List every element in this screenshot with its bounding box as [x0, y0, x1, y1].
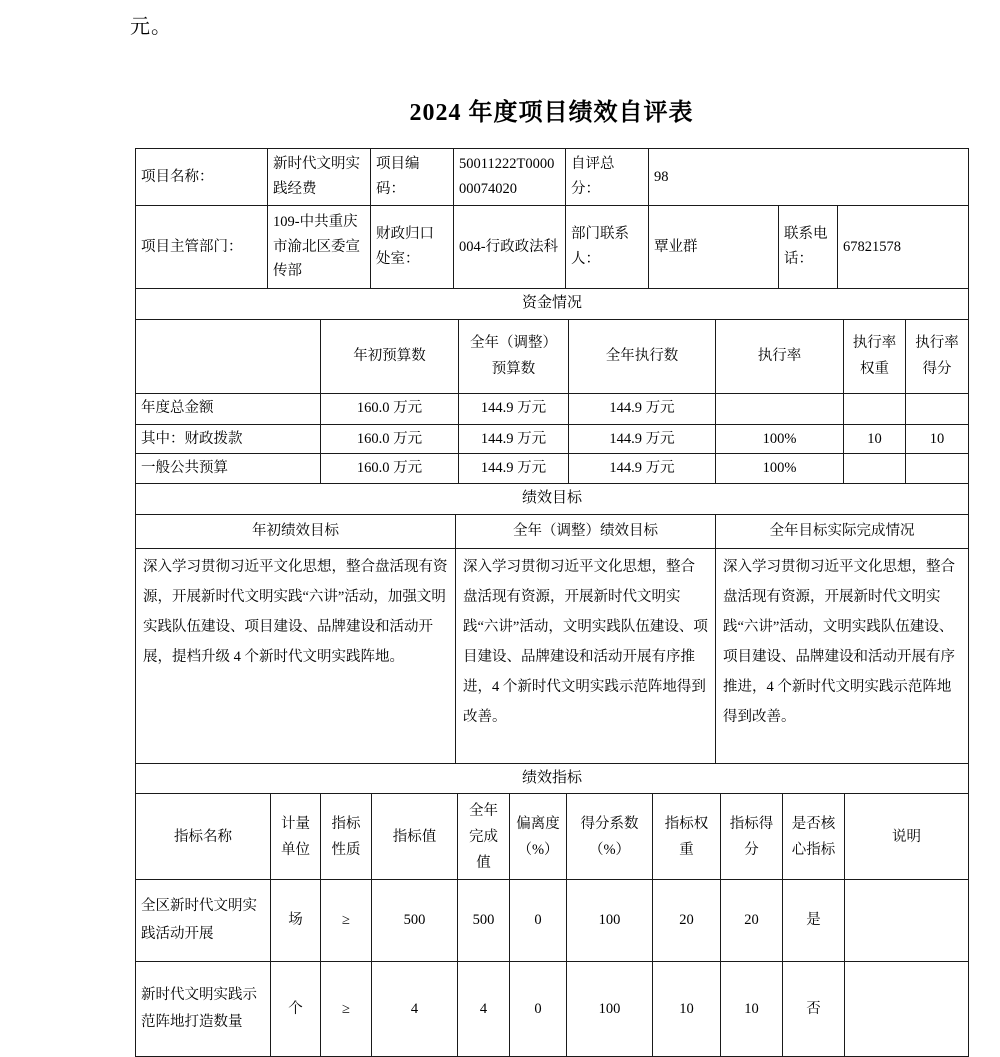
funding-rate-weight-value [844, 393, 906, 424]
self-score-label-cell: 自评总分： [566, 149, 649, 206]
indicator-completed-value: 500 [458, 880, 510, 962]
basic-info-row-2 [136, 206, 969, 289]
funding-initial-value: 160.0 万元 [321, 393, 459, 424]
indicator-header-nature: 指标性质 [321, 794, 372, 880]
goal-adjusted-text: 深入学习贯彻习近平文化思想，整合盘活现有资源，开展新时代文明实践“六讲”活动，文明实践队伍建设、项目建设、品牌建设和活动开展有序推进，4 个新时代文明实践示范阵地得到改善。 [456, 548, 716, 763]
indicator-note [845, 880, 969, 962]
leading-paragraph-fragment: 元。 [130, 16, 172, 38]
funding-executed-value: 144.9 万元 [569, 454, 716, 484]
funding-row-total [136, 393, 969, 424]
contact-label-cell: 部门联系人： [566, 206, 649, 289]
indicator-unit: 个 [271, 962, 321, 1057]
indicator-note [845, 962, 969, 1057]
dept-label-cell: 项目主管部门： [136, 206, 268, 289]
funding-rate-score-value [906, 454, 969, 484]
self-score-value-cell: 98 [649, 149, 969, 206]
phone-label-cell: 联系电话： [779, 206, 838, 289]
indicator-header-note: 说明 [845, 794, 969, 880]
funding-rate-score-value [906, 393, 969, 424]
indicators-table [135, 763, 969, 1057]
indicator-header-deviation: 偏离度（%） [510, 794, 567, 880]
funding-header-executed: 全年执行数 [569, 319, 716, 393]
self-evaluation-table [135, 148, 968, 1057]
funding-header-rate: 执行率 [716, 319, 844, 393]
funding-header-rate-score: 执行率得分 [906, 319, 969, 393]
finance-office-value-cell: 004-行政政法科 [454, 206, 566, 289]
funding-rate-value [716, 393, 844, 424]
goals-header-row [136, 514, 969, 548]
indicator-weight: 10 [653, 962, 721, 1057]
project-name-label-cell: 项目名称： [136, 149, 268, 206]
funding-row-fiscal [136, 424, 969, 454]
indicator-name: 新时代文明实践示范阵地打造数量 [136, 962, 271, 1057]
funding-table [135, 288, 969, 484]
indicator-row [136, 962, 969, 1057]
funding-executed-value: 144.9 万元 [569, 424, 716, 454]
indicator-header-core: 是否核心指标 [783, 794, 845, 880]
finance-office-label-cell: 财政归口处室： [371, 206, 454, 289]
indicator-name: 全区新时代文明实践活动开展 [136, 880, 271, 962]
indicator-header-unit: 计量单位 [271, 794, 321, 880]
funding-row-public-budget [136, 454, 969, 484]
funding-adjusted-value: 144.9 万元 [459, 454, 569, 484]
project-name-value-cell: 新时代文明实践经费 [268, 149, 371, 206]
indicator-header-coefficient: 得分系数（%） [567, 794, 653, 880]
funding-section-row [136, 289, 969, 320]
funding-header-adjusted: 全年（调整）预算数 [459, 319, 569, 393]
funding-adjusted-value: 144.9 万元 [459, 424, 569, 454]
indicators-section-row [136, 763, 969, 794]
contact-value-cell: 覃业群 [649, 206, 779, 289]
funding-rate-value: 100% [716, 454, 844, 484]
indicator-header-weight: 指标权重 [653, 794, 721, 880]
goals-table [135, 483, 969, 764]
funding-header-row [136, 319, 969, 393]
indicator-nature: ≥ [321, 962, 372, 1057]
goals-header-actual: 全年目标实际完成情况 [716, 514, 969, 548]
indicator-coefficient: 100 [567, 962, 653, 1057]
funding-rate-value: 100% [716, 424, 844, 454]
indicator-coefficient: 100 [567, 880, 653, 962]
dept-value-cell: 109-中共重庆市渝北区委宣传部 [268, 206, 371, 289]
indicator-unit: 场 [271, 880, 321, 962]
indicator-deviation: 0 [510, 880, 567, 962]
indicator-weight: 20 [653, 880, 721, 962]
indicator-header-completed: 全年完成值 [458, 794, 510, 880]
indicators-section-title: 绩效指标 [136, 763, 969, 794]
indicator-score: 20 [721, 880, 783, 962]
indicator-row [136, 880, 969, 962]
indicator-header-name: 指标名称 [136, 794, 271, 880]
basic-info-row-1 [136, 149, 969, 206]
indicator-header-score: 指标得分 [721, 794, 783, 880]
goal-actual-text: 深入学习贯彻习近平文化思想，整合盘活现有资源，开展新时代文明实践“六讲”活动，文明实践队伍建设、项目建设、品牌建设和活动开展有序推进，4 个新时代文明实践示范阵地得到改善。 [716, 548, 969, 763]
phone-value-cell: 67821578 [838, 206, 969, 289]
indicators-header-row [136, 794, 969, 880]
project-code-value-cell: 50011222T000000074020 [454, 149, 566, 206]
page-title: 2024 年度项目绩效自评表 [409, 100, 694, 126]
goals-header-adjusted: 全年（调整）绩效目标 [456, 514, 716, 548]
indicator-nature: ≥ [321, 880, 372, 962]
indicator-header-target: 指标值 [372, 794, 458, 880]
indicator-target-value: 4 [372, 962, 458, 1057]
funding-initial-value: 160.0 万元 [321, 454, 459, 484]
goals-section-title: 绩效目标 [136, 484, 969, 515]
funding-row-label: 一般公共预算 [136, 454, 321, 484]
indicator-target-value: 500 [372, 880, 458, 962]
funding-header-initial: 年初预算数 [321, 319, 459, 393]
goals-text-row [136, 548, 969, 763]
indicator-core-flag: 否 [783, 962, 845, 1057]
basic-info-table [135, 148, 969, 289]
project-code-label-cell: 项目编码： [371, 149, 454, 206]
indicator-core-flag: 是 [783, 880, 845, 962]
funding-initial-value: 160.0 万元 [321, 424, 459, 454]
funding-rate-weight-value [844, 454, 906, 484]
funding-section-title: 资金情况 [136, 289, 969, 320]
goals-section-row [136, 484, 969, 515]
indicator-deviation: 0 [510, 962, 567, 1057]
funding-row-label: 其中：财政拨款 [136, 424, 321, 454]
funding-executed-value: 144.9 万元 [569, 393, 716, 424]
funding-header-rate-weight: 执行率权重 [844, 319, 906, 393]
funding-adjusted-value: 144.9 万元 [459, 393, 569, 424]
indicator-score: 10 [721, 962, 783, 1057]
goals-header-initial: 年初绩效目标 [136, 514, 456, 548]
funding-header-blank [136, 319, 321, 393]
funding-rate-weight-value: 10 [844, 424, 906, 454]
funding-row-label: 年度总金额 [136, 393, 321, 424]
goal-initial-text: 深入学习贯彻习近平文化思想，整合盘活现有资源，开展新时代文明实践“六讲”活动，加强文明实践队伍建设、项目建设、品牌建设和活动开展，提档升级 4 个新时代文明实践阵地。 [136, 548, 456, 763]
funding-rate-score-value: 10 [906, 424, 969, 454]
indicator-completed-value: 4 [458, 962, 510, 1057]
